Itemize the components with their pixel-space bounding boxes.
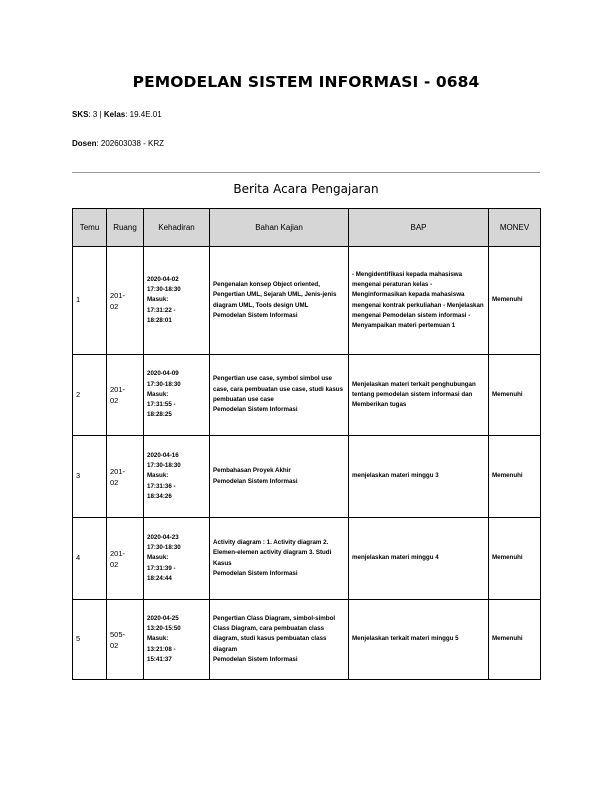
section-title: Berita Acara Pengajaran <box>233 182 379 196</box>
cell-ruang: 201- 02 <box>107 355 144 436</box>
cell-monev: Memenuhi <box>489 436 541 518</box>
cell-kehadiran: 2020-04-16 17:30-18:30 Masuk: 17:31:36 - 18:34:26 <box>144 436 210 518</box>
lecturer-meta <box>72 139 164 148</box>
col-header-monev: MONEV <box>489 209 541 247</box>
cell-bap: Menjelaskan materi terkait penghubungan tentang pemodelan sistem informasi dan Memberikan tugas <box>349 355 489 436</box>
col-header-temu: Temu <box>73 209 107 247</box>
cell-kehadiran: 2020-04-25 13:20-15:50 Masuk: 13:21:08 - 15:41:37 <box>144 600 210 680</box>
col-header-bahan-kajian: Bahan Kajian <box>210 209 349 247</box>
sks-value: : 3 | <box>88 110 104 119</box>
cell-ruang: 505- 02 <box>107 600 144 680</box>
divider <box>72 172 540 173</box>
table-row <box>73 355 541 436</box>
cell-monev: Memenuhi <box>489 247 541 355</box>
table-row <box>73 436 541 518</box>
dosen-label: Dosen <box>72 139 97 148</box>
dosen-value: : 202603038 - KRZ <box>96 139 165 148</box>
cell-bahan-kajian: Activity diagram : 1. Activity diagram 2. Elemen-elemen activity diagram 3. Studi Kasus Pemodelan Sistem Informasi <box>210 518 349 600</box>
cell-bahan-kajian: Pembahasan Proyek Akhir Pemodelan Sistem Informasi <box>210 436 349 518</box>
course-meta <box>72 110 162 119</box>
cell-kehadiran: 2020-04-09 17:30-18:30 Masuk: 17:31:55 - 18:28:25 <box>144 355 210 436</box>
teaching-log-table <box>72 208 541 680</box>
cell-bap: menjelaskan materi minggu 4 <box>349 518 489 600</box>
sks-label: SKS <box>72 110 89 119</box>
cell-monev: Memenuhi <box>489 355 541 436</box>
cell-monev: Memenuhi <box>489 518 541 600</box>
cell-bap: Menjelaskan terkait materi minggu 5 <box>349 600 489 680</box>
table-row <box>73 518 541 600</box>
cell-kehadiran: 2020-04-02 17:30-18:30 Masuk: 17:31:22 - 18:28:01 <box>144 247 210 355</box>
cell-temu: 2 <box>73 355 107 436</box>
table-header-row <box>73 209 541 247</box>
kelas-value: : 19.4E.01 <box>125 110 162 119</box>
table-row <box>73 247 541 355</box>
cell-bahan-kajian: Pengertian Class Diagram, simbol-simbol Class Diagram, cara pembuatan class diagram, studi kasus pembuatan class diagram Pemodelan Sistem Informasi <box>210 600 349 680</box>
cell-bahan-kajian: Pengertian use case, symbol simbol use case, cara pembuatan use case, studi kasus pembuatan use case Pemodelan Sistem Informasi <box>210 355 349 436</box>
cell-ruang: 201- 02 <box>107 436 144 518</box>
cell-monev: Memenuhi <box>489 600 541 680</box>
col-header-bap: BAP <box>349 209 489 247</box>
cell-ruang: 201- 02 <box>107 247 144 355</box>
page-title: PEMODELAN SISTEM INFORMASI - 0684 <box>132 73 480 91</box>
cell-temu: 1 <box>73 247 107 355</box>
cell-kehadiran: 2020-04-23 17:30-18:30 Masuk: 17:31:39 - 18:24:44 <box>144 518 210 600</box>
cell-temu: 4 <box>73 518 107 600</box>
cell-temu: 3 <box>73 436 107 518</box>
kelas-label: Kelas <box>103 110 126 119</box>
cell-bap: - Mengidentifikasi kepada mahasiswa mengenai peraturan kelas - Menginformasikan kepada mahasiswa mengenai kontrak perkuliahan - Menjelaskan mengenai Pemodelan sistem informasi - Menyampaikan materi pertemuan 1 <box>349 247 489 355</box>
cell-bahan-kajian: Pengenalan konsep Object oriented, Pengertian UML, Sejarah UML, Jenis-jenis diagram UML, Tools design UML Pemodelan Sistem Informasi <box>210 247 349 355</box>
cell-ruang: 201- 02 <box>107 518 144 600</box>
col-header-kehadiran: Kehadiran <box>144 209 210 247</box>
cell-temu: 5 <box>73 600 107 680</box>
table-row <box>73 600 541 680</box>
cell-bap: menjelaskan materi minggu 3 <box>349 436 489 518</box>
col-header-ruang: Ruang <box>107 209 144 247</box>
